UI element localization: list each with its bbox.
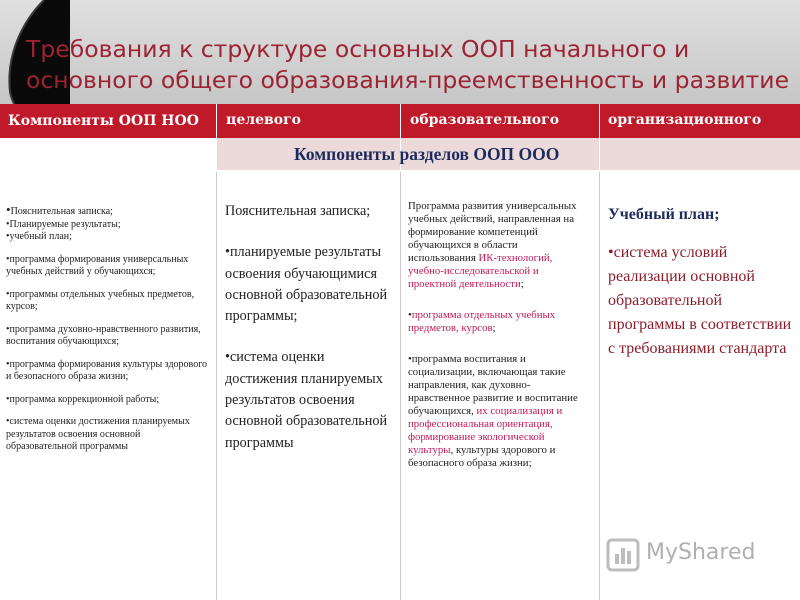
- slide-title: Требования к структуре основных ООП начального и основного общего образования-преемственность и развитие: [26, 35, 790, 94]
- list-item: •учебный план;: [6, 231, 72, 242]
- column-divider: [216, 172, 217, 600]
- column-divider: [400, 172, 401, 600]
- header-organizational: организационного: [608, 112, 762, 128]
- list-item: •планируемые результаты освоения обучающимися основной образовательной программы;: [225, 244, 388, 325]
- list-item: •Пояснительная записка;: [6, 202, 113, 217]
- list-item: •система условий реализации основной образовательной программы в соответствии с требованиями стандарта: [608, 244, 792, 357]
- subheader-components-ooo: Компоненты разделов ООП ООО: [294, 144, 560, 164]
- column-organizational-list: [608, 203, 793, 361]
- list-item: •программы отдельных учебных предметов, курсов;: [6, 288, 195, 312]
- list-item: Пояснительная записка;: [225, 203, 371, 219]
- column-target-list: [225, 201, 390, 454]
- list-item: •программа коррекционной работы;: [6, 393, 160, 405]
- list-item: •Планируемые результаты;: [6, 218, 121, 230]
- column-noo-list: [6, 204, 212, 454]
- list-item: •система оценки достижения планируемых результатов освоения основной образовательной программы: [225, 349, 388, 451]
- list-item: •программа воспитания и социализации, включающая такие направления, как духовно-нравственное развитие и воспитание обучающихся, их социализация и профессиональная ориентация, формирование экологической культуры, культуры здорового и безопасного образа жизни;: [408, 353, 578, 469]
- list-item: •программа формирования универсальных учебных действий у обучающихся;: [6, 253, 189, 277]
- column-divider: [599, 172, 600, 600]
- list-item: •программа отдельных учебных предметов, курсов;: [408, 309, 556, 334]
- list-item: Программа развития универсальных учебных действий, направленная на формирование компетенций обучающихся в области использования ИК-технологий, учебно-исследовательской и проектной деятельности;: [408, 200, 577, 290]
- list-item: •программа формирования культуры здорового и безопасного образа жизни;: [6, 358, 208, 382]
- myshared-logo-icon: [606, 538, 640, 572]
- list-item: •программа духовно-нравственного развития, воспитания обучающихся;: [6, 323, 201, 347]
- watermark-text: MyShared: [646, 540, 756, 565]
- header-components-noo: Компоненты ООП НОО: [8, 113, 199, 129]
- column-educational-list: [408, 200, 588, 470]
- list-item: Учебный план;: [608, 206, 720, 223]
- header-target: целевого: [226, 112, 302, 128]
- header-educational: образовательного: [410, 112, 560, 128]
- list-item: •система оценки достижения планируемых результатов освоения основной образовательной программы: [6, 416, 190, 452]
- myshared-watermark: [606, 536, 776, 574]
